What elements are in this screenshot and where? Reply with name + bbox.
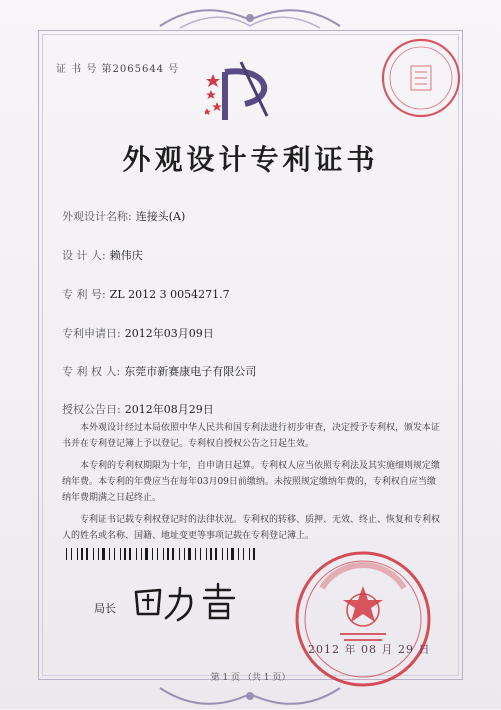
field-design-name bbox=[62, 208, 185, 224]
certificate-body bbox=[62, 420, 442, 550]
application-date-label: 专利申请日: bbox=[62, 327, 121, 340]
top-seal-icon bbox=[377, 34, 465, 122]
barcode-bar bbox=[210, 548, 212, 560]
barcode-bar bbox=[109, 548, 110, 560]
barcode-bar bbox=[238, 548, 239, 560]
barcode-bar bbox=[145, 548, 148, 560]
barcode-bar bbox=[102, 548, 105, 560]
patent-number-label: 专 利 号: bbox=[62, 288, 106, 301]
seal-date: 2012 年 08 月 29 日 bbox=[308, 643, 431, 656]
national-seal-icon bbox=[292, 548, 434, 690]
barcode-bar bbox=[249, 548, 250, 560]
barcode-bar bbox=[179, 548, 180, 560]
patentee-value: 东莞市新赛康电子有限公司 bbox=[124, 365, 257, 378]
designer-value: 赖伟庆 bbox=[109, 249, 143, 262]
barcode-bar bbox=[172, 548, 174, 560]
barcode-bar bbox=[215, 548, 217, 560]
field-designer bbox=[62, 247, 143, 263]
barcode-bar bbox=[227, 548, 228, 560]
barcode-bar bbox=[206, 548, 207, 560]
patent-office-logo-icon bbox=[205, 58, 285, 124]
design-name-value: 连接头(A) bbox=[135, 210, 186, 223]
barcode-icon bbox=[66, 548, 256, 560]
patentee-label: 专 利 权 人: bbox=[62, 365, 121, 378]
barcode-bar bbox=[86, 548, 88, 560]
document-title: 外观设计专利证书 bbox=[122, 143, 379, 176]
grant-date-label: 授权公告日: bbox=[62, 403, 121, 416]
body-paragraph-2: 本专利的专利权期限为十年，自申请日起算。专利权人应当依照专利法及其实施细则规定缴纳年费。本专利的年费应当在每年03月09日前缴纳。未按照规定缴纳年费的，专利权自应当缴纳年费期满之日起终止。 bbox=[62, 461, 441, 503]
barcode-bar bbox=[231, 548, 234, 560]
barcode-bar bbox=[152, 548, 153, 560]
barcode-bar bbox=[98, 548, 99, 560]
field-application-date bbox=[62, 325, 214, 341]
barcode-bar bbox=[71, 548, 72, 560]
barcode-bar bbox=[124, 548, 126, 560]
barcode-bar bbox=[188, 548, 191, 560]
barcode-bar bbox=[200, 548, 201, 560]
barcode-bar bbox=[167, 548, 169, 560]
director-signature-icon bbox=[130, 580, 250, 624]
barcode-bar bbox=[129, 548, 131, 560]
barcode-bar bbox=[120, 548, 121, 560]
top-ornament bbox=[150, 6, 350, 34]
barcode-bar bbox=[81, 548, 83, 560]
barcode-bar bbox=[93, 548, 94, 560]
barcode-bar bbox=[114, 548, 115, 560]
director-label: 局长 bbox=[94, 602, 116, 615]
grant-date-value: 2012年08月29日 bbox=[124, 403, 214, 416]
barcode-bar bbox=[184, 548, 185, 560]
application-date-value: 2012年03月09日 bbox=[124, 327, 214, 340]
field-patent-number bbox=[62, 286, 230, 302]
barcode-bar bbox=[157, 548, 158, 560]
field-grant-date bbox=[62, 401, 214, 417]
design-name-label: 外观设计名称: bbox=[62, 210, 132, 223]
designer-label: 设 计 人: bbox=[62, 249, 106, 262]
page-number: 第 1 页 （共 1 页） bbox=[210, 673, 291, 683]
barcode-bar bbox=[163, 548, 164, 560]
barcode-bar bbox=[77, 548, 78, 560]
barcode-bar bbox=[222, 548, 223, 560]
barcode-bar bbox=[243, 548, 244, 560]
certificate-number: 证 书 号 第2065644 号 bbox=[56, 64, 180, 75]
barcode-bar bbox=[141, 548, 142, 560]
field-patentee bbox=[62, 363, 256, 379]
patent-number-value: ZL 2012 3 0054271.7 bbox=[109, 288, 230, 301]
barcode-bar bbox=[253, 548, 255, 560]
body-paragraph-3: 专利证书记载专利权登记时的法律状况。专利权的转移、质押、无效、终止、恢复和专利权人的姓名或名称、国籍、地址变更等事项记载在专利登记簿上。 bbox=[62, 515, 441, 541]
barcode-bar bbox=[136, 548, 137, 560]
barcode-bar bbox=[195, 548, 196, 560]
barcode-bar bbox=[66, 548, 67, 560]
body-paragraph-1: 本外观设计经过本局依照中华人民共和国专利法进行初步审查，决定授予专利权，颁发本证书并在专利登记簿上予以登记。专利权自授权公告之日起生效。 bbox=[62, 423, 441, 449]
